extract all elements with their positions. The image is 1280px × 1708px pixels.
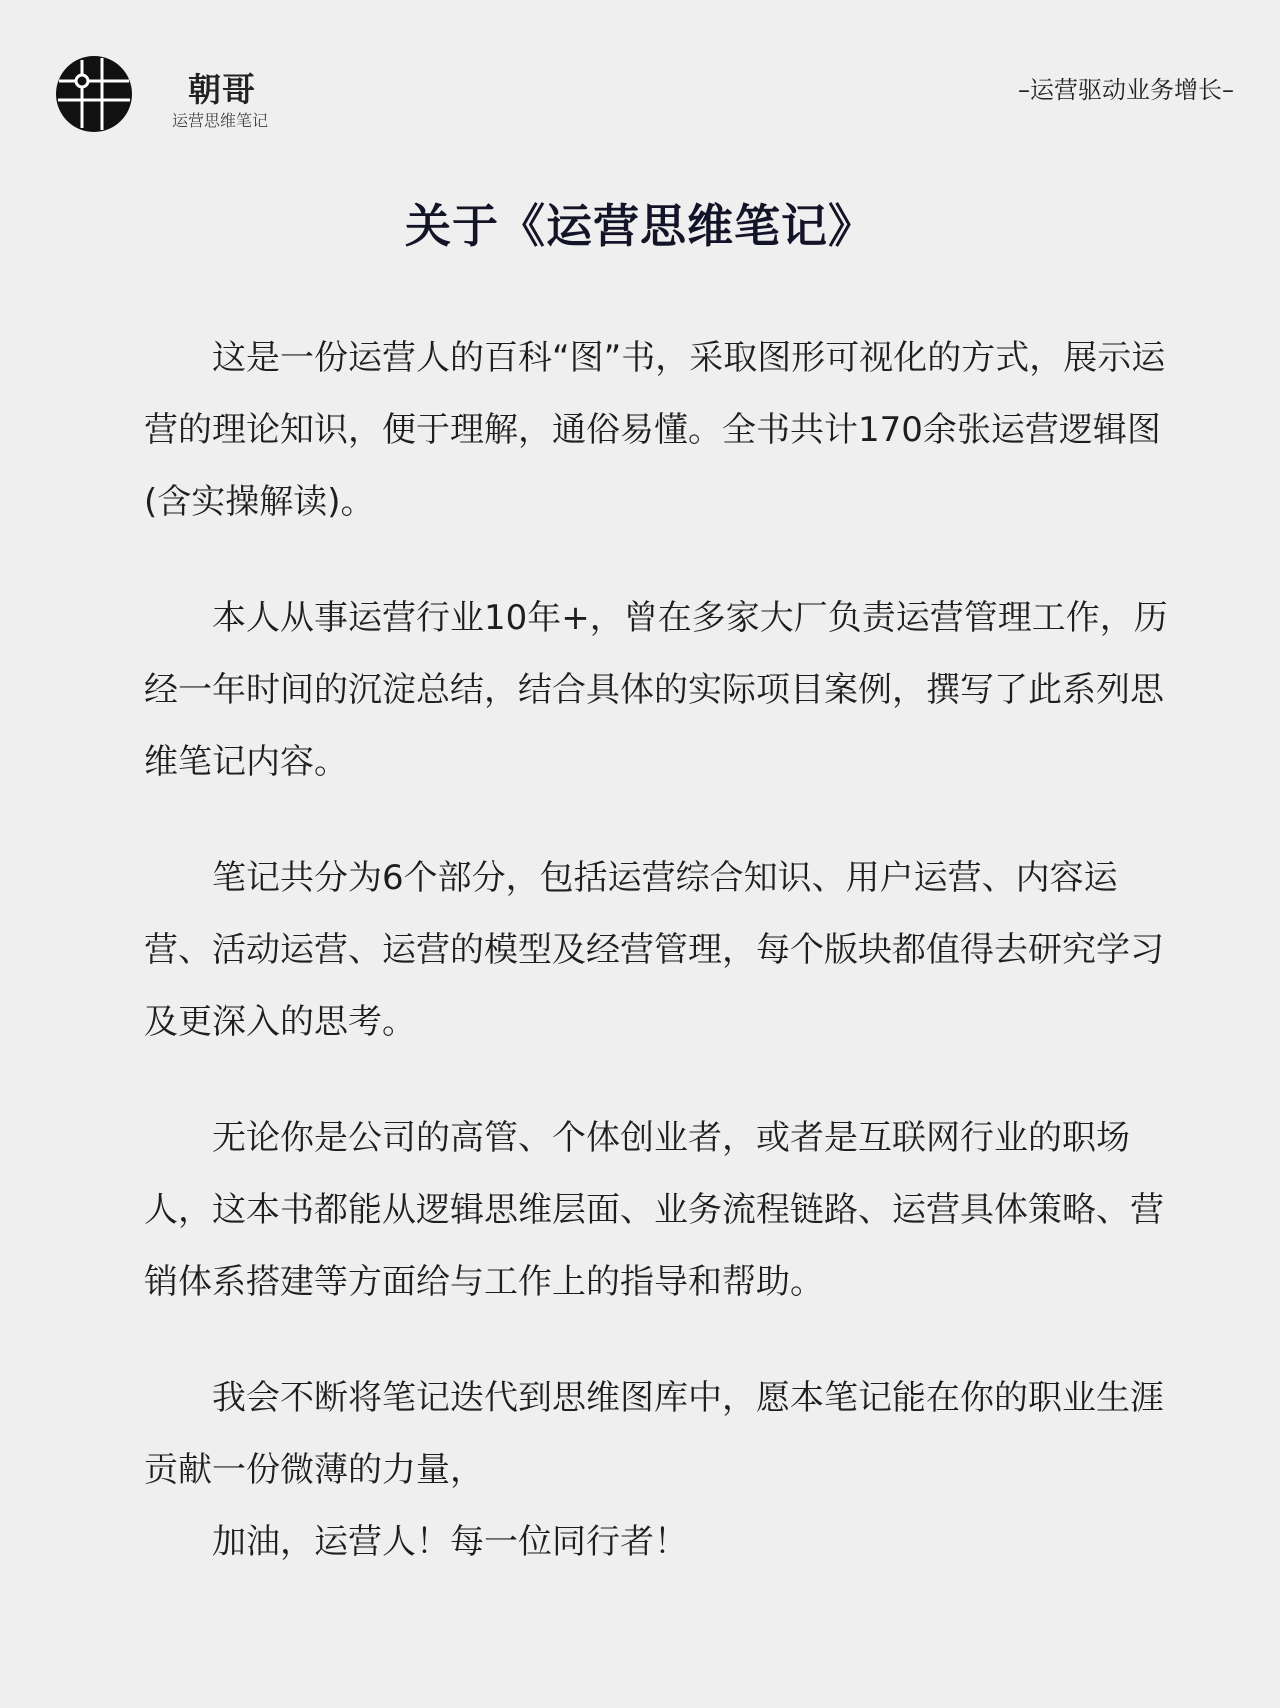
- paragraph-closing: 加油，运营人！每一位同行者！: [212, 1522, 688, 1562]
- brand-subtitle: 运营思维笔记: [172, 111, 269, 130]
- paragraph-audience: 无论你是公司的高管、个体创业者，或者是互联网行业的职场人，这本书都能从逻辑思维层面、业务流程链路、运营具体策略、营销体系搭建等方面给与工作上的指导和帮助。: [144, 1118, 1164, 1302]
- paragraph-intro: 这是一份运营人的百科“图”书，采取图形可视化的方式，展示运营的理论知识，便于理解，通俗易懂。全书共计170余张运营逻辑图(含实操解读)。: [144, 338, 1166, 522]
- page-header: [0, 0, 1280, 150]
- page-title: 关于《运营思维笔记》: [405, 199, 875, 253]
- brand-name: 朝哥: [188, 70, 256, 109]
- paragraph-author: 本人从事运营行业10年+，曾在多家大厂负责运营管理工作，历经一年时间的沉淀总结，结合具体的实际项目案例，撰写了此系列思维笔记内容。: [144, 598, 1168, 782]
- slogan: –运营驱动业务增长–: [1018, 76, 1234, 104]
- paragraph-structure: 笔记共分为6个部分，包括运营综合知识、用户运营、内容运营、活动运营、运营的模型及经营管理，每个版块都值得去研究学习及更深入的思考。: [144, 858, 1164, 1042]
- article-body: [144, 322, 1174, 1578]
- paragraph-wish: 我会不断将笔记迭代到思维图库中，愿本笔记能在你的职业生涯贡献一份微薄的力量，: [144, 1378, 1164, 1490]
- grid-circle-logo-icon: [56, 56, 132, 132]
